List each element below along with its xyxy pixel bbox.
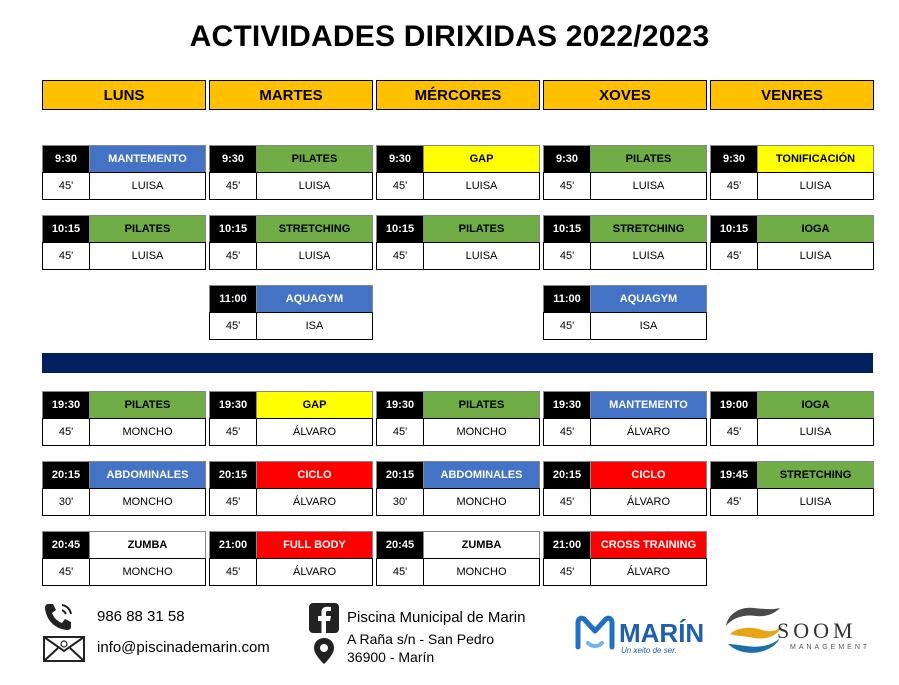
class-instructor: MONCHO [122,566,173,578]
class-activity: PILATES [423,392,539,418]
class-time: 9:30 [544,146,590,172]
class-activity: MANTEMENTO [590,392,706,418]
address-line1: A Raña s/n - San Pedro [347,631,495,647]
marin-logo-icon [574,613,616,653]
class-card [710,215,874,270]
class-duration: 45' [210,313,257,339]
class-instructor: MONCHO [122,496,173,508]
email-icon [43,636,85,662]
class-duration: 30' [377,489,424,515]
class-activity: GAP [256,392,372,418]
class-instructor: LUISA [632,180,665,192]
day-header-mercores: MÉRCORES [376,80,540,110]
class-time: 20:15 [377,462,423,488]
class-activity: PILATES [89,216,205,242]
class-instructor: LUISA [131,180,164,192]
class-card [209,531,373,586]
class-card [209,215,373,270]
class-card [42,391,206,446]
class-duration: 45' [210,173,257,199]
class-activity: PILATES [590,146,706,172]
class-activity: AQUAGYM [590,286,706,312]
email-address: info@piscinademarin.com [97,639,270,656]
class-instructor: LUISA [131,250,164,262]
class-time: 19:00 [711,392,757,418]
class-instructor: LUISA [799,496,832,508]
class-card [209,461,373,516]
phone-icon [42,600,78,632]
class-card [543,145,707,200]
class-time: 19:30 [210,392,256,418]
class-duration: 45' [544,243,591,269]
class-time: 20:45 [377,532,423,558]
class-duration: 45' [544,489,591,515]
class-instructor: LUISA [298,250,331,262]
class-instructor: ISA [305,320,324,332]
class-activity: PILATES [89,392,205,418]
address-line2: 36900 - Marín [347,649,435,665]
day-header-luns: LUNS [42,80,206,110]
class-time: 20:15 [544,462,590,488]
class-time: 10:15 [210,216,256,242]
class-instructor: LUISA [465,180,498,192]
class-duration: 30' [43,489,90,515]
class-activity: TONIFICACIÓN [757,146,873,172]
class-time: 21:00 [544,532,590,558]
class-activity: ZUMBA [89,532,205,558]
day-header-venres: VENRES [710,80,874,110]
class-time: 9:30 [210,146,256,172]
class-instructor: MONCHO [122,426,173,438]
class-activity: FULL BODY [256,532,372,558]
class-instructor: ÁLVARO [627,426,670,438]
facility-name: Piscina Municipal de Marin [347,609,526,626]
class-instructor: MONCHO [456,426,507,438]
class-card [376,215,540,270]
class-activity: STRETCHING [590,216,706,242]
class-card [42,461,206,516]
soom-logo-text: SOOM [777,618,857,643]
day-header-xoves: XOVES [543,80,707,110]
class-card [209,145,373,200]
class-duration: 45' [711,173,758,199]
class-activity: STRETCHING [256,216,372,242]
class-instructor: ÁLVARO [627,566,670,578]
class-activity: IOGA [757,392,873,418]
class-activity: CROSS TRAINING [590,532,706,558]
class-duration: 45' [43,419,90,445]
class-instructor: LUISA [632,250,665,262]
class-activity: AQUAGYM [256,286,372,312]
class-duration: 45' [210,419,257,445]
class-instructor: LUISA [799,426,832,438]
class-time: 9:30 [711,146,757,172]
soom-logo-icon [722,604,784,660]
class-card [209,285,373,340]
class-time: 19:45 [711,462,757,488]
class-time: 20:15 [210,462,256,488]
class-activity: IOGA [757,216,873,242]
class-time: 19:30 [377,392,423,418]
class-activity: CICLO [590,462,706,488]
facebook-icon [309,603,339,633]
section-divider [42,353,873,373]
class-duration: 45' [544,419,591,445]
class-card [376,531,540,586]
class-card [543,461,707,516]
marin-logo-text: MARÍN [619,618,705,648]
class-activity: PILATES [256,146,372,172]
soom-logo-tagline: MANAGEMENT [790,644,871,651]
class-duration: 45' [43,243,90,269]
class-time: 10:15 [544,216,590,242]
class-card [543,285,707,340]
class-instructor: LUISA [298,180,331,192]
class-duration: 45' [377,419,424,445]
class-time: 20:45 [43,532,89,558]
class-duration: 45' [377,559,424,585]
class-card [42,145,206,200]
class-card [376,145,540,200]
class-duration: 45' [210,243,257,269]
class-card [543,531,707,586]
class-card [710,391,874,446]
class-time: 9:30 [377,146,423,172]
class-activity: STRETCHING [757,462,873,488]
class-time: 19:30 [43,392,89,418]
class-instructor: ÁLVARO [293,426,336,438]
class-card [710,145,874,200]
class-time: 10:15 [43,216,89,242]
class-duration: 45' [43,559,90,585]
class-time: 19:30 [544,392,590,418]
class-time: 11:00 [544,286,590,312]
class-duration: 45' [210,489,257,515]
class-instructor: MONCHO [456,496,507,508]
class-activity: ABDOMINALES [89,462,205,488]
class-card [543,391,707,446]
class-activity: MANTEMENTO [89,146,205,172]
class-duration: 45' [711,243,758,269]
class-duration: 45' [43,173,90,199]
location-pin-icon [312,637,336,665]
class-instructor: LUISA [799,250,832,262]
class-duration: 45' [711,489,758,515]
class-duration: 45' [377,243,424,269]
class-duration: 45' [210,559,257,585]
class-activity: ZUMBA [423,532,539,558]
class-card [710,461,874,516]
class-card [376,391,540,446]
class-activity: PILATES [423,216,539,242]
class-duration: 45' [377,173,424,199]
class-instructor: LUISA [799,180,832,192]
class-activity: ABDOMINALES [423,462,539,488]
class-card [376,461,540,516]
class-instructor: ÁLVARO [293,566,336,578]
page-title: ACTIVIDADES DIRIXIDAS 2022/2023 [189,20,710,53]
class-card [543,215,707,270]
day-header-martes: MARTES [209,80,373,110]
class-time: 21:00 [210,532,256,558]
class-card [209,391,373,446]
class-instructor: MONCHO [456,566,507,578]
class-time: 9:30 [43,146,89,172]
class-card [42,215,206,270]
class-time: 11:00 [210,286,256,312]
marin-logo-tagline: Un xeito de ser. [621,646,677,655]
class-activity: GAP [423,146,539,172]
class-duration: 45' [544,313,591,339]
class-instructor: ÁLVARO [293,496,336,508]
class-instructor: ISA [639,320,658,332]
class-duration: 45' [544,559,591,585]
class-instructor: LUISA [465,250,498,262]
phone-number: 986 88 31 58 [97,608,185,625]
class-card [42,531,206,586]
class-instructor: ÁLVARO [627,496,670,508]
class-time: 10:15 [377,216,423,242]
class-duration: 45' [711,419,758,445]
class-time: 10:15 [711,216,757,242]
class-duration: 45' [544,173,591,199]
class-time: 20:15 [43,462,89,488]
class-activity: CICLO [256,462,372,488]
